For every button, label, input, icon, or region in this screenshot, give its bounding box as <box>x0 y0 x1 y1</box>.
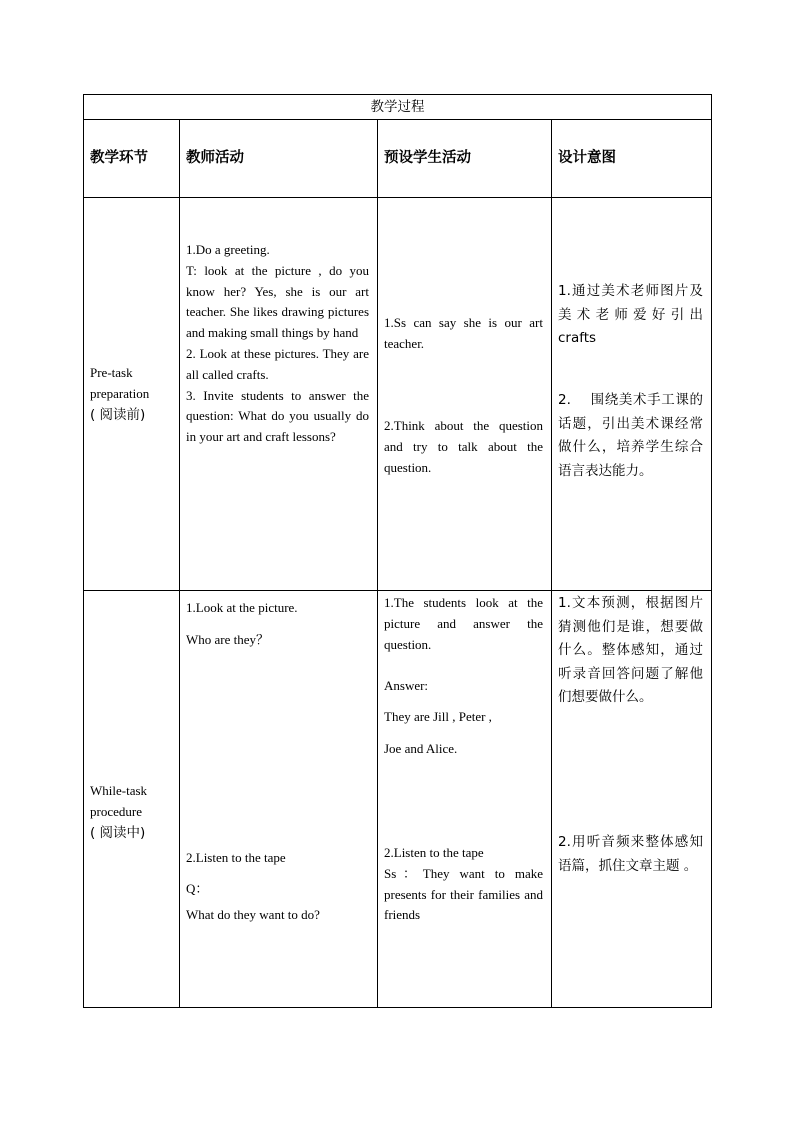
student-activity-cell <box>378 591 552 1008</box>
teacher-activity-cell <box>180 198 378 591</box>
design-intent-line: 1.通过美术老师图片及美术老师爱好引出crafts <box>558 283 703 346</box>
teacher-activity-line: Who are they？ <box>186 632 270 647</box>
stage-line: ( 阅读前) <box>90 406 146 423</box>
student-activity-line: Answer: <box>384 678 429 693</box>
table-row <box>84 591 712 1008</box>
table-header-row <box>84 120 712 198</box>
stage-line: ( 阅读中) <box>90 824 146 841</box>
teacher-activity-line: What do they want to do? <box>186 907 320 922</box>
design-intent-line: 2.用听音频来整体感知语篇，抓住文章主题 。 <box>558 834 703 874</box>
teacher-activity-line: 2.Listen to the tape <box>186 850 286 865</box>
header-stage: 教学环节 <box>84 120 180 198</box>
stage-line: While-task <box>90 783 148 798</box>
teacher-activity-cell <box>180 591 378 1008</box>
stage-line: procedure <box>90 803 142 819</box>
design-intent-cell <box>552 591 712 1008</box>
stage-cell <box>84 198 180 591</box>
table-row <box>84 198 712 591</box>
teacher-activity-line: 3. Invite students to answer the question: What do you usually do in your art and craft lessons? <box>186 387 369 445</box>
student-activity-line: 2.Listen to the tape <box>384 845 484 860</box>
teaching-process-table <box>83 94 712 1008</box>
teacher-activity-line: 2. Look at these pictures. They are all called crafts. <box>186 345 369 382</box>
design-intent-line: 2. 围绕美术手工课的话题，引出美术课经常做什么，培养学生综合语言表达能力。 <box>558 392 703 479</box>
stage-cell <box>84 591 180 1008</box>
design-intent-cell <box>552 198 712 591</box>
student-activity-line: Joe and Alice. <box>384 741 458 756</box>
teacher-activity-line: 1.Look at the picture. <box>186 600 298 615</box>
table-title: 教学过程 <box>84 95 712 120</box>
student-activity-cell <box>378 198 552 591</box>
design-intent-line: 1.文本预测，根据图片猜测他们是谁，想要做什么。整体感知，通过听录音回答问题了解他们想要做什么。 <box>558 595 703 705</box>
student-activity-line: They are Jill , Peter , <box>384 709 492 724</box>
student-activity-line: 1.Ss can say she is our art teacher. <box>384 315 543 351</box>
student-activity-line: 1.The students look at the picture and answer the question. <box>384 595 543 652</box>
stage-label <box>90 781 175 843</box>
header-teacher-activity: 教师活动 <box>180 120 378 198</box>
stage-line: Pre-task <box>90 365 133 380</box>
student-activity-line: 2.Think about the question and try to talk about the question. <box>384 418 543 475</box>
teacher-activity-line: Q： <box>186 881 209 896</box>
stage-line: preparation <box>90 385 150 401</box>
teacher-activity-line: T: look at the picture , do you know her? Yes, she is our art teacher. She likes drawing pictures and making small things by hand <box>186 262 369 341</box>
table-title-row <box>84 95 712 120</box>
header-student-activity: 预设学生活动 <box>378 120 552 198</box>
stage-label <box>90 363 175 425</box>
header-design-intent: 设计意图 <box>552 120 712 198</box>
student-activity-line: Ss：They want to make presents for their families and friends <box>384 865 543 923</box>
teacher-activity-line: 1.Do a greeting. <box>186 242 270 257</box>
